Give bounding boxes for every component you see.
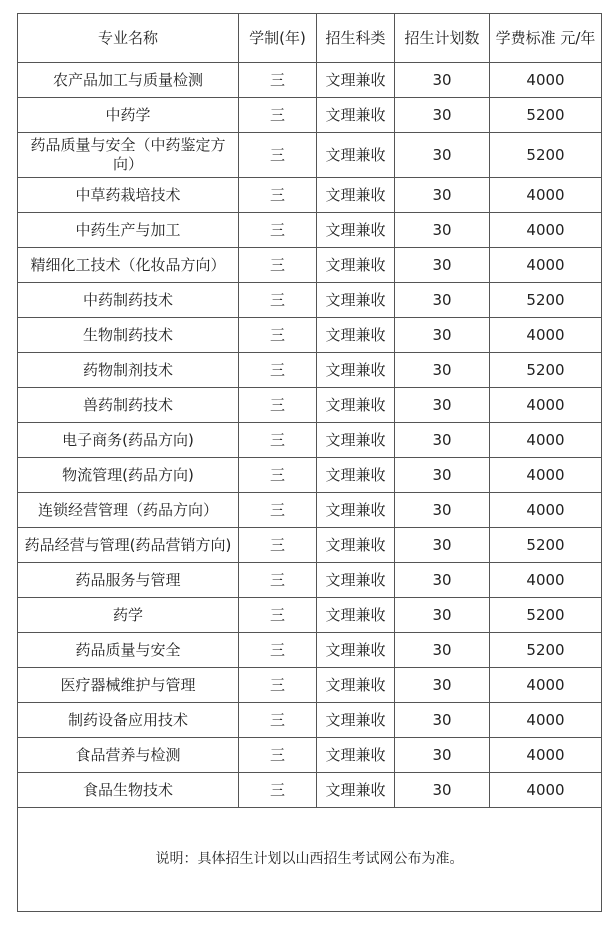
table-note: 说明：具体招生计划以山西招生考试网公布为准。 bbox=[18, 808, 602, 912]
cell-admission-category: 文理兼收 bbox=[317, 563, 395, 598]
cell-admission-category: 文理兼收 bbox=[317, 423, 395, 458]
table-row bbox=[18, 423, 602, 458]
cell-enrollment-plan: 30 bbox=[395, 423, 490, 458]
cell-duration-years: 三 bbox=[239, 738, 317, 773]
table-row bbox=[18, 353, 602, 388]
cell-admission-category: 文理兼收 bbox=[317, 63, 395, 98]
table-row bbox=[18, 773, 602, 808]
cell-enrollment-plan: 30 bbox=[395, 63, 490, 98]
cell-tuition-fee: 5200 bbox=[490, 353, 602, 388]
cell-enrollment-plan: 30 bbox=[395, 318, 490, 353]
cell-tuition-fee: 4000 bbox=[490, 388, 602, 423]
cell-duration-years: 三 bbox=[239, 133, 317, 178]
cell-duration-years: 三 bbox=[239, 633, 317, 668]
cell-major-name: 药品质量与安全 bbox=[18, 633, 239, 668]
cell-duration-years: 三 bbox=[239, 773, 317, 808]
cell-admission-category: 文理兼收 bbox=[317, 528, 395, 563]
cell-admission-category: 文理兼收 bbox=[317, 493, 395, 528]
cell-admission-category: 文理兼收 bbox=[317, 458, 395, 493]
cell-admission-category: 文理兼收 bbox=[317, 738, 395, 773]
cell-major-name: 药学 bbox=[18, 598, 239, 633]
cell-duration-years: 三 bbox=[239, 178, 317, 213]
cell-enrollment-plan: 30 bbox=[395, 248, 490, 283]
cell-tuition-fee: 4000 bbox=[490, 703, 602, 738]
cell-enrollment-plan: 30 bbox=[395, 528, 490, 563]
cell-duration-years: 三 bbox=[239, 703, 317, 738]
table-footer bbox=[18, 808, 602, 912]
cell-major-name: 药品服务与管理 bbox=[18, 563, 239, 598]
cell-enrollment-plan: 30 bbox=[395, 388, 490, 423]
cell-admission-category: 文理兼收 bbox=[317, 388, 395, 423]
cell-tuition-fee: 5200 bbox=[490, 633, 602, 668]
cell-enrollment-plan: 30 bbox=[395, 133, 490, 178]
table-row bbox=[18, 388, 602, 423]
cell-major-name: 电子商务(药品方向) bbox=[18, 423, 239, 458]
table-row bbox=[18, 458, 602, 493]
table-row bbox=[18, 213, 602, 248]
cell-tuition-fee: 4000 bbox=[490, 63, 602, 98]
table-row bbox=[18, 493, 602, 528]
table-row bbox=[18, 248, 602, 283]
cell-tuition-fee: 5200 bbox=[490, 133, 602, 178]
cell-major-name: 食品生物技术 bbox=[18, 773, 239, 808]
cell-tuition-fee: 4000 bbox=[490, 773, 602, 808]
cell-major-name: 制药设备应用技术 bbox=[18, 703, 239, 738]
admissions-fee-table bbox=[17, 13, 602, 912]
table-row bbox=[18, 598, 602, 633]
cell-enrollment-plan: 30 bbox=[395, 738, 490, 773]
table-row bbox=[18, 668, 602, 703]
cell-admission-category: 文理兼收 bbox=[317, 283, 395, 318]
table-body bbox=[18, 63, 602, 808]
cell-admission-category: 文理兼收 bbox=[317, 178, 395, 213]
cell-admission-category: 文理兼收 bbox=[317, 318, 395, 353]
cell-enrollment-plan: 30 bbox=[395, 98, 490, 133]
cell-enrollment-plan: 30 bbox=[395, 598, 490, 633]
header-admission-category: 招生科类 bbox=[317, 14, 395, 63]
cell-tuition-fee: 4000 bbox=[490, 423, 602, 458]
cell-tuition-fee: 5200 bbox=[490, 528, 602, 563]
table-row bbox=[18, 528, 602, 563]
table-row bbox=[18, 703, 602, 738]
cell-enrollment-plan: 30 bbox=[395, 353, 490, 388]
cell-duration-years: 三 bbox=[239, 528, 317, 563]
header-enrollment-plan: 招生计划数 bbox=[395, 14, 490, 63]
cell-admission-category: 文理兼收 bbox=[317, 633, 395, 668]
cell-tuition-fee: 4000 bbox=[490, 248, 602, 283]
table-row bbox=[18, 63, 602, 98]
table-row bbox=[18, 563, 602, 598]
cell-duration-years: 三 bbox=[239, 493, 317, 528]
cell-duration-years: 三 bbox=[239, 423, 317, 458]
table-row bbox=[18, 633, 602, 668]
cell-major-name: 医疗器械维护与管理 bbox=[18, 668, 239, 703]
table-header bbox=[18, 14, 602, 63]
cell-duration-years: 三 bbox=[239, 318, 317, 353]
cell-enrollment-plan: 30 bbox=[395, 283, 490, 318]
table-row bbox=[18, 283, 602, 318]
cell-duration-years: 三 bbox=[239, 63, 317, 98]
cell-major-name: 农产品加工与质量检测 bbox=[18, 63, 239, 98]
cell-major-name: 中药生产与加工 bbox=[18, 213, 239, 248]
header-duration-years: 学制(年) bbox=[239, 14, 317, 63]
cell-duration-years: 三 bbox=[239, 668, 317, 703]
cell-admission-category: 文理兼收 bbox=[317, 598, 395, 633]
cell-admission-category: 文理兼收 bbox=[317, 668, 395, 703]
header-row bbox=[18, 14, 602, 63]
cell-major-name: 生物制药技术 bbox=[18, 318, 239, 353]
cell-tuition-fee: 4000 bbox=[490, 668, 602, 703]
cell-tuition-fee: 4000 bbox=[490, 738, 602, 773]
cell-duration-years: 三 bbox=[239, 458, 317, 493]
cell-admission-category: 文理兼收 bbox=[317, 133, 395, 178]
cell-major-name: 中药学 bbox=[18, 98, 239, 133]
table-row bbox=[18, 318, 602, 353]
cell-major-name: 兽药制药技术 bbox=[18, 388, 239, 423]
cell-enrollment-plan: 30 bbox=[395, 773, 490, 808]
table-row bbox=[18, 98, 602, 133]
header-tuition-fee: 学费标准 元/年 bbox=[490, 14, 602, 63]
cell-duration-years: 三 bbox=[239, 563, 317, 598]
cell-major-name: 精细化工技术（化妆品方向） bbox=[18, 248, 239, 283]
cell-tuition-fee: 5200 bbox=[490, 598, 602, 633]
cell-enrollment-plan: 30 bbox=[395, 563, 490, 598]
cell-duration-years: 三 bbox=[239, 283, 317, 318]
cell-admission-category: 文理兼收 bbox=[317, 98, 395, 133]
table-row bbox=[18, 178, 602, 213]
cell-major-name: 食品营养与检测 bbox=[18, 738, 239, 773]
cell-duration-years: 三 bbox=[239, 388, 317, 423]
cell-tuition-fee: 4000 bbox=[490, 458, 602, 493]
cell-major-name: 药品质量与安全（中药鉴定方向） bbox=[18, 133, 239, 178]
cell-major-name: 中药制药技术 bbox=[18, 283, 239, 318]
cell-tuition-fee: 5200 bbox=[490, 98, 602, 133]
cell-tuition-fee: 4000 bbox=[490, 178, 602, 213]
cell-enrollment-plan: 30 bbox=[395, 668, 490, 703]
cell-admission-category: 文理兼收 bbox=[317, 213, 395, 248]
cell-major-name: 连锁经营管理（药品方向） bbox=[18, 493, 239, 528]
cell-duration-years: 三 bbox=[239, 213, 317, 248]
note-row bbox=[18, 808, 602, 912]
cell-enrollment-plan: 30 bbox=[395, 213, 490, 248]
cell-major-name: 药品经营与管理(药品营销方向) bbox=[18, 528, 239, 563]
cell-tuition-fee: 4000 bbox=[490, 563, 602, 598]
cell-duration-years: 三 bbox=[239, 598, 317, 633]
cell-duration-years: 三 bbox=[239, 353, 317, 388]
cell-enrollment-plan: 30 bbox=[395, 493, 490, 528]
table-row bbox=[18, 738, 602, 773]
cell-admission-category: 文理兼收 bbox=[317, 703, 395, 738]
cell-major-name: 物流管理(药品方向) bbox=[18, 458, 239, 493]
cell-tuition-fee: 4000 bbox=[490, 213, 602, 248]
table-row bbox=[18, 133, 602, 178]
header-major-name: 专业名称 bbox=[18, 14, 239, 63]
cell-tuition-fee: 5200 bbox=[490, 283, 602, 318]
cell-admission-category: 文理兼收 bbox=[317, 248, 395, 283]
cell-tuition-fee: 4000 bbox=[490, 318, 602, 353]
cell-enrollment-plan: 30 bbox=[395, 633, 490, 668]
cell-enrollment-plan: 30 bbox=[395, 178, 490, 213]
cell-admission-category: 文理兼收 bbox=[317, 353, 395, 388]
cell-tuition-fee: 4000 bbox=[490, 493, 602, 528]
cell-major-name: 中草药栽培技术 bbox=[18, 178, 239, 213]
cell-admission-category: 文理兼收 bbox=[317, 773, 395, 808]
cell-enrollment-plan: 30 bbox=[395, 703, 490, 738]
cell-duration-years: 三 bbox=[239, 248, 317, 283]
cell-duration-years: 三 bbox=[239, 98, 317, 133]
cell-enrollment-plan: 30 bbox=[395, 458, 490, 493]
cell-major-name: 药物制剂技术 bbox=[18, 353, 239, 388]
